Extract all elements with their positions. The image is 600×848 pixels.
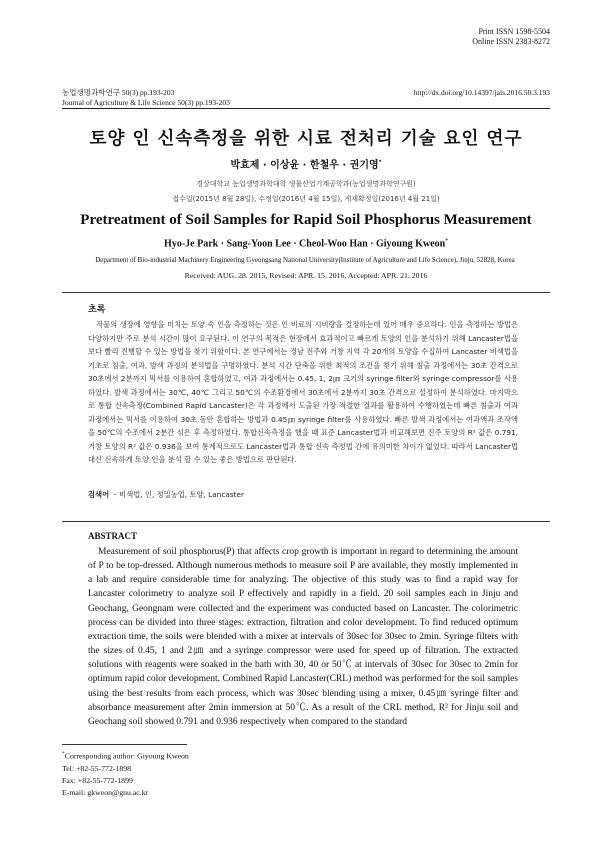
header-rule: [62, 108, 550, 109]
footnote-email[interactable]: E-mail: gkweon@gnu.ac.kr: [62, 788, 149, 798]
dates-ko: 접수일(2015년 8월 28일), 수정일(2016년 4월 15일), 게재확정일(2016년 4월 21일): [172, 195, 440, 203]
footnote: [62, 748, 189, 800]
abstract-ko-text: 작물의 생장에 영향을 미치는 토양 속 인을 측정하는 것은 인 비료의 시비량을 결정하는데 있어 매우 중요하다. 인을 측정하는 방법은 다양하지만 주로 분석 시간이 많이 요구된다. 이 연구의 목적은 현장에서 효과적이고 빠르게 토양의 인을 분석하기 위해 Lancaster법을 보다 빨리 진행할 수 있는 방법을 찾기 위함이다. 본 연구에서는 경남 진주와 거창 지역 각 20개의 토양을 수집하여 Lancaster 비색법을 기초로 침출, 여과, 발색 과정의 분석법을 구명하였다. 분석 시간 단축을 위한 최적의 조건을 찾기 위해 침출 과정에서는 30초 간격으로 30초에서 2분까지 믹서를 이용하여 혼합하였고, 여과 과정에서는 0.45, 1, 2㎛ 크기의 syringe filter와 syringe compressor를 사용하였다. 발색 과정에서는 30℃, 40℃ 그리고 50℃의 수조환경에서 30초에서 2분까지 30초 간격으로 설정하여 분석하였다. 마지막으로 통합 신속측정(Combined Rapid Lancaster)은 각 과정에서 도출된 가장 적절한 결과를 활용하여 수행하였는데 빠른 침출과 여과 과정에서는 믹서를 이용하여 30초 동안 혼합하는 방법과 0.45㎛ syringe filter를 사용하였다. 빠른 발색 과정에서는 여과액과 조작액을 50℃의 수조에서 2분간 섞은 후 측정하였다. 통합신속측정을 했을 때 표준 Lancaster법과 비교해보면 진주 토양의 R² 값은 0.791, 거창 토양의 R² 값은 0.936을 보여 통계적으로도 Lancaster법과 통합 신속 측정법 간에 유의미한 차이가 없었다. 따라서 Lancaster법 대신 신속하게 토양 인을 분석 할 수 있는 좋은 방법으로 판단된다.: [88, 320, 518, 464]
footnote-author: [62, 748, 189, 763]
journal-info: [62, 88, 230, 108]
issn-print: Print ISSN 1598-5504: [478, 27, 550, 36]
keywords: [88, 490, 244, 500]
footnote-mark: *: [62, 751, 65, 757]
affiliation-ko: 경상대학교 농업생명과학대학 생물산업기계공학과(농업생명과학연구원): [196, 180, 416, 188]
affiliation-en: Department of Bio-industrial Machinery Engineering Gyeongsang National University(Institute of Agriculture and Life Science), Jinju, 52828, Korea: [95, 256, 515, 264]
corresponding-mark: *: [378, 159, 382, 166]
abstract-en-text: Measurement of soil phosphorus(P) that affects crop growth is important in regard to determining the amount of P to be top-dressed. Although numerous methods to measure soil P are available, they mostly implemented in a lab and require considerable time for analyzing. The objective of this study was to find a rapid way for Lancaster colorimetry to analyze soil P effectively and rapidly in a field. 20 soil samples each in Jinju and Geochang, Geongnam were collected and the experiment was conducted based on Lancaster. The colorimetric process can be divided into three stages: extraction, filtration and color development. To find reduced optimum extraction time, the soils were blended with a mixer at intervals of 30sec for 30sec to 2min. Syringe filters with the sizes of 0.45, 1 and 2㎛ and a syringe compressor were used for speed up of filtration. The extracted solutions with reagents were soaked in the bath with 30, 40 or 50℃ at intervals of 30sec for 30sec to 2min for optimum rapid color development. Combined Rapid Lancaster(CRL) method was performed for the soil samples using the best results from each process, which was 30sec blending using a mixer, 0.45㎛ syringe filter and absorbance measurement after 2min immersion at 50℃. As a result of the CRL method, R² for Jinju soil and Geochang soil showed 0.791 and 0.936 respectively when compared to the standard: [88, 547, 518, 727]
journal-en: Journal of Agriculture & Life Science 50(3) pp.193-203: [62, 98, 230, 107]
abstract-ko-heading: 초록: [88, 305, 106, 315]
dates-en: Received: AUG. 28. 2015, Revised: APR. 15. 2016, Accepted: APR. 21. 2016: [184, 271, 428, 280]
footnote-author-text: Corresponding author: Giyoung Kweon: [64, 751, 189, 761]
keywords-list: – 비색법, 인, 정밀농업, 토양, Lancaster: [113, 490, 244, 499]
authors-en: [62, 238, 550, 249]
doi[interactable]: http://dx.doi.org/10.14397/jals.2016.50.3.193: [413, 88, 550, 97]
abstract-en-heading: ABSTRACT: [88, 531, 138, 541]
corresponding-mark: *: [445, 238, 448, 244]
footnote-tel: Tel: +82-55-772-1898: [62, 763, 132, 773]
title-en: Pretreatment of Soil Samples for Rapid Soil Phosphorus Measurement: [80, 212, 532, 228]
footnote-fax: Fax: +82-55-772-1899: [62, 776, 133, 786]
issn-online: Online ISSN 2383-8272: [472, 37, 550, 46]
authors-en-names: Hyo-Je Park · Sang-Yoon Lee · Cheol-Woo Han · Giyoung Kweon: [164, 238, 446, 250]
footnote-rule: [62, 744, 187, 745]
title-ko: 토양 인 신속측정을 위한 시료 전처리 기술 요인 연구: [89, 129, 523, 149]
journal-ko: 농업생명과학연구 50(3) pp.193-203: [62, 88, 175, 97]
issn-block: [472, 27, 550, 47]
authors-ko-names: 박효제 · 이상윤 · 한철우 · 권기영: [230, 160, 379, 171]
authors-ko: [62, 156, 550, 171]
keywords-label: 검색어: [88, 490, 110, 499]
